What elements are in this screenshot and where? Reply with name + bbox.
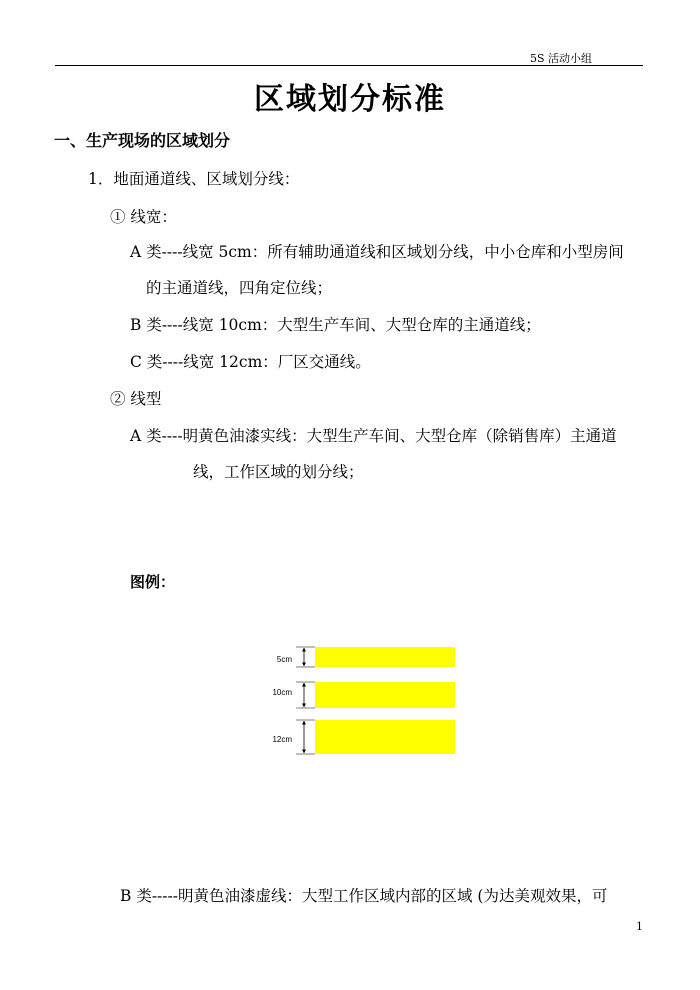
legend-row-5cm	[277, 647, 455, 667]
legend-bar-5cm	[315, 647, 455, 667]
legend-label-10cm: 10cm	[272, 688, 292, 697]
section-heading: 一、生产现场的区域划分	[54, 131, 231, 150]
legend-label-5cm: 5cm	[276, 655, 292, 664]
page-number: 1	[636, 920, 643, 933]
width-class-a-line1: A 类----线宽 5cm：所有辅助通道线和区域划分线，中小仓库和小型房间	[130, 243, 624, 261]
legend-row-12cm	[272, 720, 455, 754]
header-text: 5S 活动小组	[529, 52, 592, 65]
type-class-a-line1: A 类----明黄色油漆实线：大型生产车间、大型仓库（除销售库）主通道	[130, 427, 617, 445]
legend-bar-12cm	[315, 720, 455, 754]
width-class-b: B 类----线宽 10cm：大型生产车间、大型仓库的主通道线；	[130, 316, 541, 334]
item-1-heading: 1．地面通道线、区域划分线：	[88, 170, 300, 188]
line-width-heading: ① 线宽：	[110, 208, 177, 226]
width-class-c: C 类----线宽 12cm：厂区交通线。	[130, 353, 371, 371]
type-class-a-line2: 线，工作区域的划分线；	[193, 463, 364, 481]
type-class-b-line: B 类-----明黄色油漆虚线：大型工作区域内部的区域 (为达美观效果，可	[120, 887, 608, 905]
line-type-heading: ② 线型	[110, 390, 162, 408]
legend-label-12cm: 12cm	[272, 735, 292, 744]
legend-heading: 图例：	[130, 573, 176, 591]
line-width-legend	[255, 640, 465, 760]
legend-bar-10cm	[315, 682, 455, 708]
header-rule	[55, 65, 643, 66]
width-class-a-line2: 的主通道线，四角定位线；	[146, 279, 333, 297]
legend-row-10cm	[272, 682, 455, 708]
document-title: 区域划分标准	[254, 82, 446, 117]
